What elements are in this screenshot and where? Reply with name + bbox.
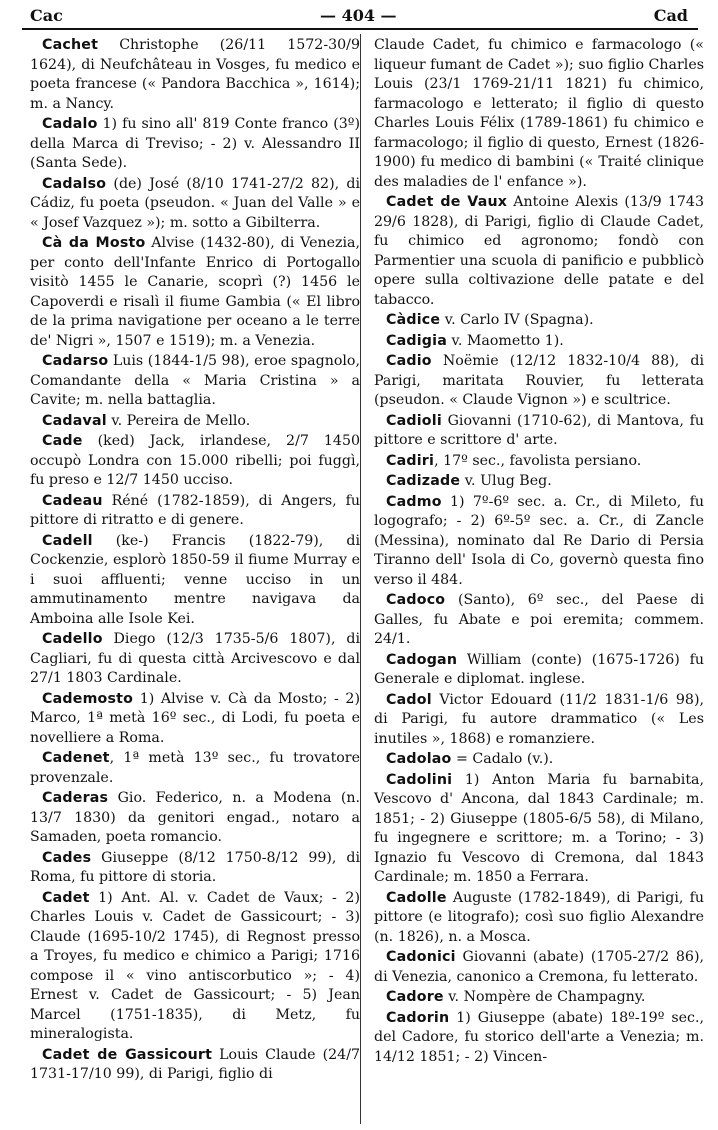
entry-text: (Santo), 6º sec., del Paese di Galles, fu Abate e poi eremita; commem. 24/1. — [374, 592, 704, 647]
headword: Cadet — [42, 889, 90, 906]
entry — [30, 1046, 360, 1085]
entry — [374, 1009, 704, 1068]
entry-text: (ke-) Francis (1822-79), di Cockenzie, esplorò 1850-59 il fiume Murray e i suoi affluenti; venne ucciso in un ammutinamento mentre navigava da Amboina alle Isole Kei. — [30, 532, 360, 627]
headword: Cadello — [42, 631, 103, 647]
headword: Càdice — [386, 312, 441, 328]
entry-text: Gio. Federico, n. a Modena (n. 13/7 1830) da genitori engad., notaro a Samaden, poeta romancio. — [30, 790, 360, 845]
entry — [374, 412, 704, 451]
headword: Cadio — [386, 353, 432, 369]
headword: Cachet — [42, 37, 99, 53]
entry-text: (ked) Jack, irlandese, 2/7 1450 occupò Londra con 15.000 ribelli; poi fuggì, fu preso e 12/7 1450 ucciso. — [30, 433, 360, 488]
page-header — [0, 0, 718, 30]
headword: Caderas — [42, 790, 109, 806]
entry — [374, 332, 704, 352]
entry-text: 1) fu sino all' 819 Conte franco (3º) della Marca di Treviso; - 2) v. Alessandro II (Santa Sede). — [30, 116, 360, 171]
headword: Cadalso — [42, 175, 107, 192]
right-column — [374, 36, 704, 1068]
entry — [30, 175, 360, 234]
entry-text: v. Maometto 1). — [447, 332, 564, 349]
entry — [374, 352, 704, 411]
headword: Cadarso — [42, 353, 109, 369]
entry-text: = Cadalo (v.). — [451, 751, 554, 767]
entry — [374, 771, 704, 888]
entry-continuation — [374, 36, 704, 192]
headword: Cadol — [386, 691, 432, 708]
entry — [374, 651, 704, 690]
entry-text: v. Nompère de Champagny. — [443, 989, 646, 1005]
headword: Cadenet — [42, 750, 110, 766]
entry-text: (de) José (8/10 1741-27/2 82), di Cádiz, fu poeta (pseudon. « Juan del Valle » e « Josef Vazquez »); m. sotto a Gibilterra. — [30, 175, 360, 231]
entry — [374, 472, 704, 492]
headword: Cade — [42, 433, 83, 449]
entry-text: Auguste (1782-1849), di Parigi, fu pittore (e litografo); così suo figlio Alexandre (n. 1826), n. a Mosca. — [374, 889, 704, 945]
entry-text: Luis (1844-1/5 98), eroe spagnolo, Comandante della « Maria Cristina » a Cavite; m. nella battaglia. — [30, 353, 360, 408]
entry-text: Louis Claude (24/7 1731-17/10 99), di Parigi, figlio di — [30, 1046, 361, 1082]
entry — [30, 234, 360, 351]
headword: Cadizade — [386, 473, 461, 489]
entry-text: Noëmie (12/12 1832-10/4 88), di Parigi, maritata Rouvier, fu letterata (pseudon. « Claude Vignon ») e scultrice. — [374, 353, 704, 408]
entry — [30, 432, 360, 491]
headword: Cadet de Vaux — [386, 194, 508, 210]
entry-text: Giuseppe (8/12 1750-8/12 99), di Roma, fu pittore di storia. — [30, 849, 360, 885]
entry-text: Claude Cadet, fu chimico e farmacologo (« liqueur fumant de Cadet »); suo figlio Charles Louis (23/1 1769-21/11 1821) fu chimico, farmacologo e letterato; il figlio di questo Charles Louis Félix (1789-1861) fu chimico e farmacologo; il figlio di questo, Ernest (1826-1900) fu medico di bambini (« Traité clinique des maladies de l' enfance »). — [374, 37, 704, 190]
entry — [374, 591, 704, 650]
headword: Cadmo — [386, 493, 442, 510]
headword: Cadalo — [42, 116, 98, 132]
entry — [374, 452, 704, 472]
entry — [30, 492, 360, 531]
headword: Cademosto — [42, 690, 134, 707]
entry-text: , 1ª metà 13º sec., fu trovatore provenzale. — [30, 750, 360, 786]
entry — [30, 36, 360, 114]
entry-text: Diego (12/3 1735-5/6 1807), di Cagliari, fu di questa città Arcivescovo e dal 27/1 1803 Cardinale. — [30, 631, 360, 686]
entry-text: Alvise (1432-80), di Venezia, per conto dell'Infante Enrico di Portogallo visitò 1455 le Canarie, scoprì (?) 1456 le Capoverdi e risalì il fiume Gambia (« El libro de la prima navigatione per oceano a le terre de' Nigri », 1507 e 1519); m. a Venezia. — [30, 235, 360, 349]
column-divider — [360, 34, 361, 1124]
headword: Cadet de Gassicourt — [42, 1046, 213, 1063]
page-number: — 404 — — [320, 6, 397, 25]
headword: Cades — [42, 849, 92, 866]
entry — [374, 193, 704, 310]
entry-text: 1) Anton Maria fu barnabita, Vescovo d' Ancona, dal 1843 Cardinale; m. 1851; - 2) Giuseppe (1805-6/5 58), di Milano, fu ingegnere e scrittore; m. a Torino; - 3) Ignazio fu Vescovo di Cremona, dal 1843 Cardinale; m. 1850 a Ferrara. — [374, 771, 704, 885]
headword: Cadonici — [386, 949, 456, 965]
entry — [30, 115, 360, 174]
headword: Cadigia — [386, 332, 447, 349]
entry — [30, 412, 360, 432]
headword: Cadoco — [386, 592, 446, 608]
entry — [30, 630, 360, 689]
headword: Cadolini — [386, 771, 453, 788]
headword: Cadolao — [386, 751, 452, 767]
entry — [374, 988, 704, 1008]
entry — [30, 352, 360, 411]
entry — [374, 948, 704, 987]
header-right-guideword: Cad — [653, 6, 688, 25]
entry-text: Victor Edouard (11/2 1831-1/6 98), di Parigi, fu autore drammatico (« Les inutiles », 1868) e romanziere. — [374, 691, 704, 747]
header-left-guideword: Cac — [30, 6, 63, 25]
entry — [30, 789, 360, 848]
entry — [374, 691, 704, 750]
headword: Cadiri — [386, 452, 435, 469]
headword: Cadore — [386, 989, 444, 1005]
entry-text: 1) Ant. Al. v. Cadet de Vaux; - 2) Charles Louis v. Cadet de Gassicourt; - 3) Claude (1695-10/2 1745), di Regnost presso a Troyes, fu medico e chimico a Parigi; 1716 compose il « vino antiscorbutico »; - 4) Ernest v. Cadet de Gassicourt; - 5) Jean Marcel (1751-1835), di Metz, fu mineralogista. — [30, 889, 360, 1042]
headword: Cà da Mosto — [42, 235, 146, 251]
entry — [30, 532, 360, 630]
entry-text: v. Ulug Beg. — [460, 473, 552, 489]
entry — [30, 690, 360, 749]
entry — [30, 849, 360, 888]
left-column — [30, 36, 360, 1086]
entry-text: Giovanni (1710-62), di Mantova, fu pittore e scrittore d' arte. — [374, 412, 704, 448]
entry — [374, 750, 704, 770]
entry — [374, 889, 704, 948]
entry-text: 1) 7º-6º sec. a. Cr., di Mileto, fu logografo; - 2) 6º-5º sec. a. Cr., di Zancle (Messina), nominato dal Re Dario di Persia Tiranno dell' Isola di Co, governò questa fino verso il 484. — [374, 493, 704, 588]
entry-text: Giovanni (abate) (1705-27/2 86), di Venezia, canonico a Cremona, fu letterato. — [374, 949, 704, 985]
entry-text: 1) Giuseppe (abate) 18º-19º sec., del Cadore, fu storico dell'arte a Venezia; m. 14/12 1851; - 2) Vincen- — [374, 1009, 704, 1065]
headword: Cadolle — [386, 889, 447, 906]
entry-text: v. Pereira de Mello. — [106, 412, 251, 429]
entry — [374, 311, 704, 331]
headword: Cadaval — [42, 412, 107, 429]
headword: Cadell — [42, 532, 93, 549]
entry — [374, 493, 704, 591]
entry-text: Réné (1782-1859), di Angers, fu pittore di ritratto e di genere. — [30, 492, 360, 528]
entry-text: v. Carlo IV (Spagna). — [440, 312, 594, 328]
headword: Cadeau — [42, 492, 103, 509]
header-rule — [22, 28, 698, 30]
entry — [30, 889, 360, 1045]
entry — [30, 749, 360, 788]
headword: Cadogan — [386, 651, 458, 668]
entry-text: Antoine Alexis (13/9 1743 29/6 1828), di Parigi, figlio di Claude Cadet, fu chimico ed agronomo; fondò con Parmentier una scuola di panificio e pubblicò opere sulla coltivazione delle patate e del tabacco. — [374, 194, 704, 308]
entry-text: William (conte) (1675-1726) fu Generale e diplomat. inglese. — [374, 651, 704, 687]
entry-text: , 17º sec., favolista persiano. — [434, 452, 642, 469]
headword: Cadorin — [386, 1009, 450, 1026]
entry-text: Christophe (26/11 1572-30/9 1624), di Neufchâteau in Vosges, fu medico e poeta francese (« Pandora Bacchica », 1614); m. a Nancy. — [30, 37, 360, 112]
entry-text: 1) Alvise v. Cà da Mosto; - 2) Marco, 1ª metà 16º sec., di Lodi, fu poeta e novelliere a Roma. — [30, 690, 360, 746]
headword: Cadioli — [386, 412, 442, 429]
